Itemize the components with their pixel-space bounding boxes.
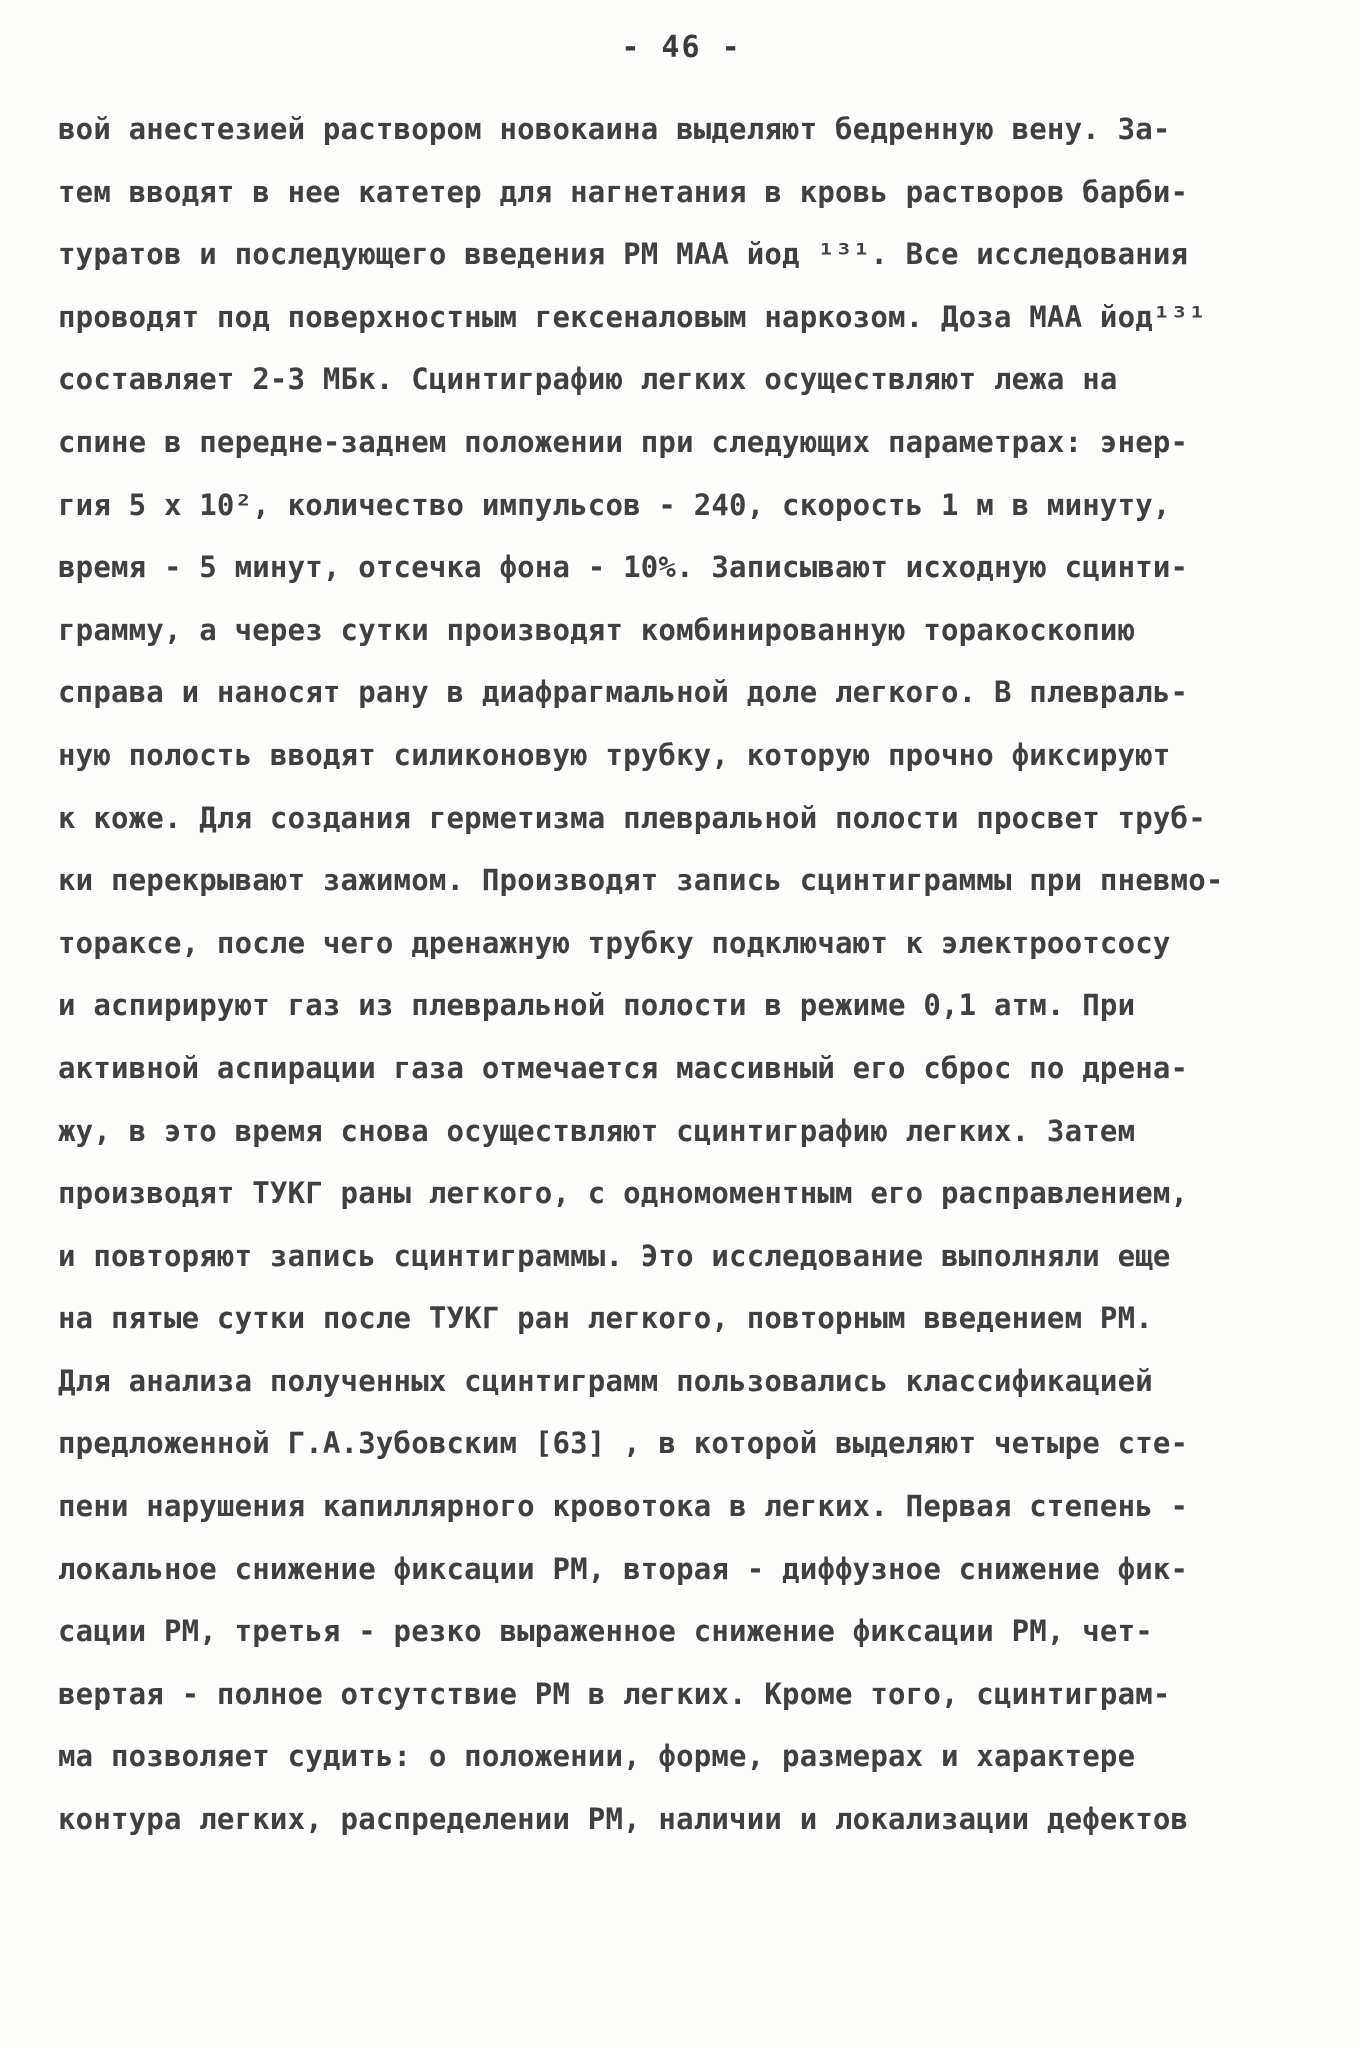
text-line: жу, в это время снова осуществляют сцинтиграфию легких. Затем [58,1113,1136,1148]
text-line: проводят под поверхностным гексеналовым наркозом. Доза МАА йод¹³¹ [58,299,1206,334]
text-line: время - 5 минут, отсечка фона - 10%. Записывают исходную сцинти- [58,550,1189,585]
text-line: Для анализа полученных сцинтиграмм пользовались классификацией [58,1363,1153,1398]
text-line: спине в передне-заднем положении при следующих параметрах: энер- [58,424,1189,459]
text-line: тораксе, после чего дренажную трубку подключают к электроотсосу [58,925,1171,960]
text-line: ки перекрывают зажимом. Производят запись сцинтиграммы при пневмо- [58,863,1224,898]
text-line: грамму, а через сутки производят комбинированную торакоскопию [58,612,1136,647]
text-line: производят ТУКГ раны легкого, с одномоментным его расправлением, [58,1176,1189,1211]
text-line: и повторяют запись сцинтиграммы. Это исследование выполняли еще [58,1238,1171,1273]
text-line: справа и наносят рану в диафрагмальной доле легкого. В плевраль- [58,675,1189,710]
text-line: гия 5 х 10², количество импульсов - 240, скорость 1 м в минуту, [58,487,1171,522]
text-line: предложенной Г.А.Зубовским [63] , в которой выделяют четыре сте- [58,1426,1189,1461]
text-line: вой анестезией раствором новокаина выделяют бедренную вену. За- [58,112,1171,146]
body-text [58,98,1320,1851]
page-number: - 46 - [621,30,742,65]
text-line: ма позволяет судить: о положении, форме, размерах и характере [58,1739,1136,1774]
text-line: вертая - полное отсутствие РМ в легких. Кроме того, сцинтиграм- [58,1676,1171,1711]
text-line: активной аспирации газа отмечается массивный его сброс по дрена- [58,1050,1189,1085]
text-line: составляет 2-3 МБк. Сцинтиграфию легких осуществляют лежа на [58,362,1118,397]
text-line: контура легких, распределении РМ, наличии и локализации дефектов [58,1802,1189,1837]
text-line: сации РМ, третья - резко выраженное снижение фиксации РМ, чет- [58,1614,1153,1649]
text-line: туратов и последующего введения РМ МАА йод ¹³¹. Все исследования [58,237,1189,272]
text-line: к коже. Для создания герметизма плевральной полости просвет труб- [58,800,1206,835]
text-line: ную полость вводят силиконовую трубку, которую прочно фиксируют [58,737,1171,772]
text-line: и аспирируют газ из плевральной полости в режиме 0,1 атм. При [58,988,1136,1023]
text-line: локальное снижение фиксации РМ, вторая - диффузное снижение фик- [58,1551,1189,1586]
text-line: тем вводят в нее катетер для нагнетания в кровь растворов барби- [58,174,1189,209]
text-line: пени нарушения капиллярного кровотока в легких. Первая степень - [58,1489,1189,1524]
text-line: на пятые сутки после ТУКГ ран легкого, повторным введением РМ. [58,1301,1153,1336]
